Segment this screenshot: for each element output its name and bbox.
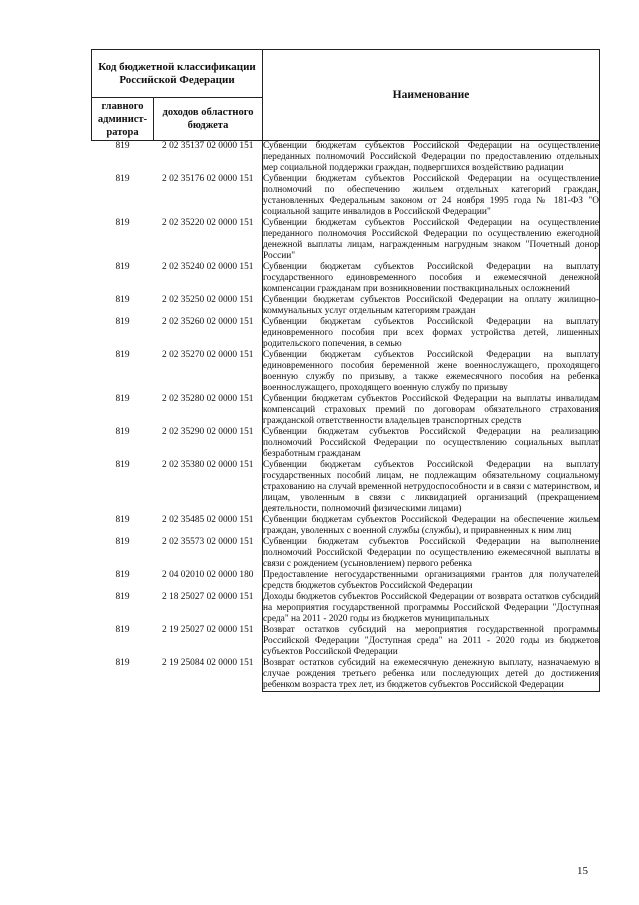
row-description: Субвенции бюджетам субъектов Российской Федерации на оплату жилищно-коммунальных услуг отдельным категориям граждан xyxy=(263,295,599,316)
income-code: 2 19 25027 02 0000 151 xyxy=(162,625,254,635)
header-name: Наименование xyxy=(263,50,600,141)
row-description: Субвенции бюджетам субъектов Российской Федерации на выплаты инвалидам компенсаций страховых премий по договорам обязательного страхования гражданской ответственности владельцев транспортных средств xyxy=(263,394,599,426)
table-row xyxy=(92,427,600,460)
row-description: Субвенции бюджетам субъектов Российской Федерации на выплату единовременного пособия при всех формах устройства детей, лишенных родительского попечения, в семью xyxy=(263,317,599,349)
admin-code: 819 xyxy=(115,570,130,580)
row-description: Субвенции бюджетам субъектов Российской Федерации на осуществление переданных полномочий Российской Федерации по предоставлению отдельных мер социальной поддержки граждан, подвергшихся воздействию радиации xyxy=(263,141,599,173)
table-body xyxy=(92,141,600,692)
table-header xyxy=(92,50,600,141)
admin-code: 819 xyxy=(115,460,130,470)
table-row xyxy=(92,570,600,592)
row-description: Субвенции бюджетам субъектов Российской Федерации на выплату государственного единовременного пособия и ежемесячной денежной компенсации гражданам при возникновении поствакцинальных осложнений xyxy=(263,262,599,294)
row-description: Субвенции бюджетам субъектов Российской Федерации на выплату государственных пособий лицам, не подлежащим обязательному социальному страхованию на случай временной нетрудоспособности и в связи с материнством, и лицам, уволенным в связи с ликвидацией организаций (прекращением деятельности, полномочий физическими лицами) xyxy=(263,460,599,514)
income-code: 2 02 35573 02 0000 151 xyxy=(162,537,254,547)
row-description: Субвенции бюджетам субъектов Российской Федерации на выплату единовременного пособия беременной жене военнослужащего, проходящего военную службу по призыву, а также ежемесячного пособия на ребенка военнослужащего, проходящего военную службу по призыву xyxy=(263,350,599,393)
table-row xyxy=(92,658,600,692)
table-row xyxy=(92,218,600,262)
header-classification-code: Код бюджетной классификации Российской Федерации xyxy=(92,50,263,98)
table-row xyxy=(92,317,600,350)
admin-code: 819 xyxy=(115,174,130,184)
income-code: 2 02 35137 02 0000 151 xyxy=(162,141,254,151)
income-code: 2 02 35280 02 0000 151 xyxy=(162,394,254,404)
income-code: 2 02 35270 02 0000 151 xyxy=(162,350,254,360)
header-income: доходов областного бюджета xyxy=(154,98,263,141)
row-description: Предоставление негосударственными организациями грантов для получателей средств бюджетов субъектов Российской Федерации xyxy=(263,570,599,591)
admin-code: 819 xyxy=(115,262,130,272)
row-description: Субвенции бюджетам субъектов Российской Федерации на осуществление переданного полномочия Российской Федерации по осуществлению ежегодной денежной выплаты лицам, награжденным нагрудным знаком "Почетный донор России" xyxy=(263,218,599,261)
admin-code: 819 xyxy=(115,537,130,547)
income-code: 2 02 35380 02 0000 151 xyxy=(162,460,254,470)
table-row xyxy=(92,537,600,570)
row-description: Субвенции бюджетам субъектов Российской Федерации на осуществление полномочий по обеспечению жильем отдельных категорий граждан, установленных Федеральным законом от 24 ноября 1995 года № 181-ФЗ "О социальной защите инвалидов в Российской Федерации" xyxy=(263,174,599,217)
table-row xyxy=(92,350,600,394)
income-code: 2 02 35260 02 0000 151 xyxy=(162,317,254,327)
table-row xyxy=(92,174,600,218)
table-row xyxy=(92,394,600,427)
row-description: Доходы бюджетов субъектов Российской Федерации от возврата остатков субсидий на мероприятия государственной программы Российской Федерации "Доступная среда" на 2011 - 2020 годы из бюджетов муниципальных xyxy=(263,592,599,624)
admin-code: 819 xyxy=(115,592,130,602)
budget-classification-table xyxy=(91,49,600,692)
table-row xyxy=(92,592,600,625)
income-code: 2 02 35240 02 0000 151 xyxy=(162,262,254,272)
admin-code: 819 xyxy=(115,317,130,327)
page-number: 15 xyxy=(577,865,588,877)
income-code: 2 02 35220 02 0000 151 xyxy=(162,218,254,228)
row-description: Возврат остатков субсидий на мероприятия государственной программы Российской Федерации "Доступная среда" на 2011 - 2020 годы из бюджетов субъектов Российской Федерации xyxy=(263,625,599,657)
admin-code: 819 xyxy=(115,350,130,360)
admin-code: 819 xyxy=(115,295,130,305)
income-code: 2 04 02010 02 0000 180 xyxy=(162,570,254,580)
admin-code: 819 xyxy=(115,394,130,404)
admin-code: 819 xyxy=(115,218,130,228)
row-description: Субвенции бюджетам субъектов Российской Федерации на реализацию полномочий Российской Федерации по осуществлению социальных выплат безработным гражданам xyxy=(263,427,599,459)
income-code: 2 02 35176 02 0000 151 xyxy=(162,174,254,184)
admin-code: 819 xyxy=(115,515,130,525)
income-code: 2 02 35290 02 0000 151 xyxy=(162,427,254,437)
table-row xyxy=(92,515,600,537)
row-description: Возврат остатков субсидий на ежемесячную денежную выплату, назначаемую в случае рождения третьего ребенка или последующих детей до достижения ребенком возраста трех лет, из бюджетов субъектов Российской Федерации xyxy=(263,658,599,690)
admin-code: 819 xyxy=(115,625,130,635)
header-admin: главного админист-ратора xyxy=(92,98,154,141)
income-code: 2 18 25027 02 0000 151 xyxy=(162,592,254,602)
admin-code: 819 xyxy=(115,427,130,437)
table-row xyxy=(92,262,600,295)
admin-code: 819 xyxy=(115,658,130,668)
row-description: Субвенции бюджетам субъектов Российской Федерации на выполнение полномочий Российской Федерации по осуществлению ежемесячной выплаты в связи с рождением (усыновлением) первого ребенка xyxy=(263,537,599,569)
table-row xyxy=(92,460,600,515)
admin-code: 819 xyxy=(115,141,130,151)
table-row xyxy=(92,625,600,658)
income-code: 2 02 35250 02 0000 151 xyxy=(162,295,254,305)
income-code: 2 19 25084 02 0000 151 xyxy=(162,658,254,668)
income-code: 2 02 35485 02 0000 151 xyxy=(162,515,254,525)
table-row xyxy=(92,295,600,317)
row-description: Субвенции бюджетам субъектов Российской Федерации на обеспечение жильем граждан, уволенных с военной службы (службы), и приравненных к ним лиц xyxy=(263,515,599,536)
table-row xyxy=(92,141,600,175)
